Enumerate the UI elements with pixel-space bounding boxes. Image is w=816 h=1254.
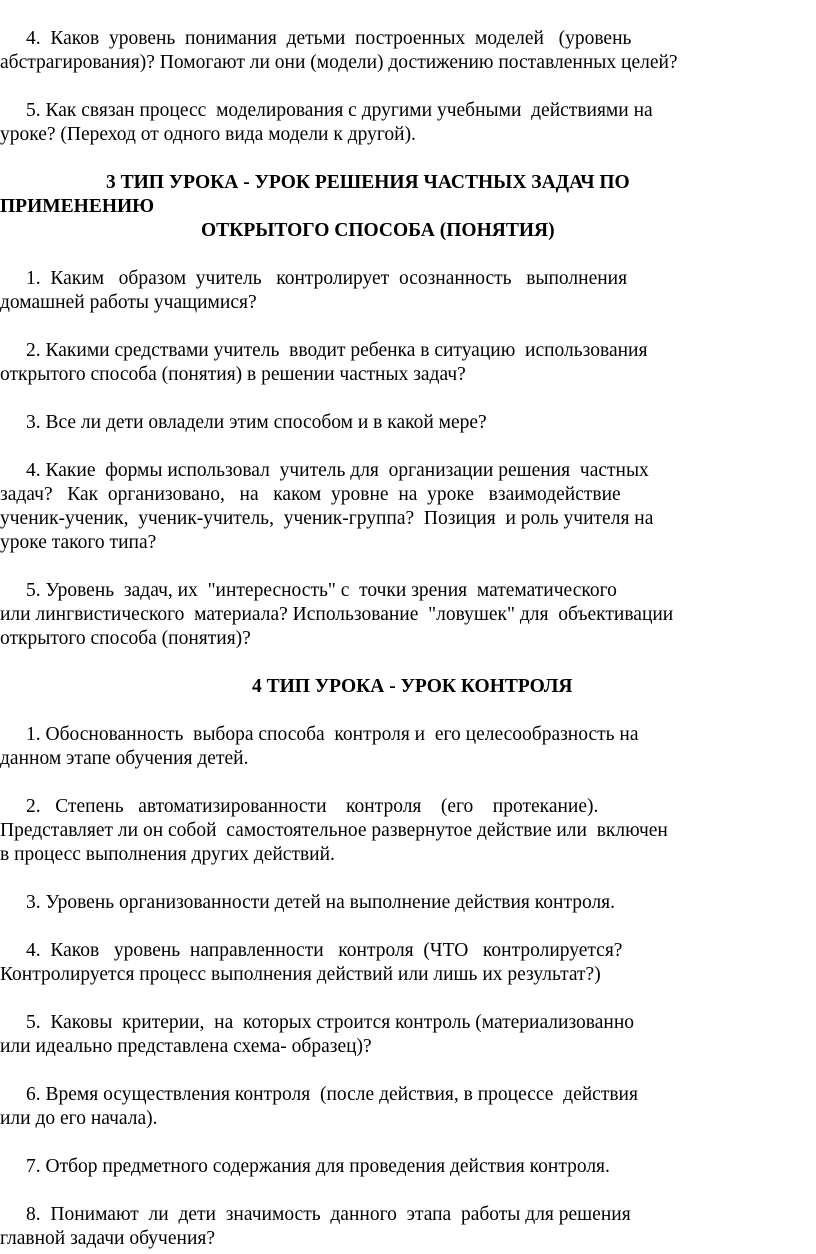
text-line: 4. Каков уровень понимания детьми построенных моделей (уровень [26,28,632,49]
text-line: абстрагирования)? Помогают ли они (модели) достижению поставленных целей? [0,52,678,73]
text-line: 3. Все ли дети овладели этим способом и в какой мере? [26,412,487,433]
text-line: 8. Понимают ли дети значимость данного этапа работы для решения [26,1204,631,1225]
section-heading-3: ОТКРЫТОГО СПОСОБА (ПОНЯТИЯ) [201,220,555,241]
text-line: данном этапе обучения детей. [0,748,249,769]
text-line: 2. Степень автоматизированности контроля (его протекание). [26,796,599,817]
text-line: открытого способа (понятия)? [0,628,251,649]
text-line: или идеально представлена схема- образец)? [0,1036,372,1057]
text-line: ученик-ученик, ученик-учитель, ученик-группа? Позиция и роль учителя на [0,508,654,529]
section-heading-3: 3 ТИП УРОКА - УРОК РЕШЕНИЯ ЧАСТНЫХ ЗАДАЧ ПО [106,172,630,193]
text-line: уроке? (Переход от одного вида модели к другой). [0,124,416,145]
text-line: открытого способа (понятия) в решении частных задач? [0,364,466,385]
text-line: домашней работы учащимися? [0,292,257,313]
text-line: Контролируется процесс выполнения действий или лишь их результат?) [0,964,601,985]
text-line: или лингвистического материала? Использование "ловушек" для объективации [0,604,674,625]
text-line: или до его начала). [0,1108,158,1129]
text-line: Представляет ли он собой самостоятельное развернутое действие или включен [0,820,668,841]
text-line: задач? Как организовано, на каком уровне на уроке взаимодействие [0,484,621,505]
text-line: 6. Время осуществления контроля (после действия, в процессе действия [26,1084,638,1105]
text-line: 4. Каков уровень направленности контроля (ЧТО контролируется? [26,940,623,961]
text-line: 2. Какими средствами учитель вводит ребенка в ситуацию использования [26,340,648,361]
text-line: 1. Каким образом учитель контролирует осознанность выполнения [26,268,628,289]
section-heading-3: ПРИМЕНЕНИЮ [0,196,155,217]
text-line: в процесс выполнения других действий. [0,844,335,865]
text-line: 3. Уровень организованности детей на выполнение действия контроля. [26,892,616,913]
text-line: уроке такого типа? [0,532,157,553]
text-line: главной задачи обучения? [0,1228,216,1249]
text-line: 5. Как связан процесс моделирования с другими учебными действиями на [26,100,653,121]
text-line: 4. Какие формы использовал учитель для организации решения частных [26,460,649,481]
section-heading-4: 4 ТИП УРОКА - УРОК КОНТРОЛЯ [252,676,573,697]
text-line: 7. Отбор предметного содержания для проведения действия контроля. [26,1156,610,1177]
text-line: 5. Уровень задач, их "интересность" с точки зрения математического [26,580,617,601]
text-line: 5. Каковы критерии, на которых строится контроль (материализованно [26,1012,635,1033]
text-line: 1. Обоснованность выбора способа контроля и его целесообразность на [26,724,639,745]
